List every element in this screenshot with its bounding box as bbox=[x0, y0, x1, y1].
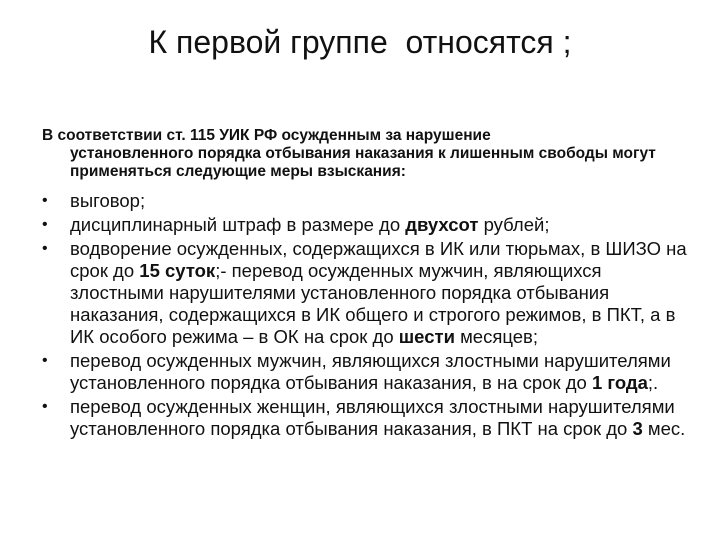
list-item-shizo bbox=[42, 238, 692, 348]
item-emphasis: 3 bbox=[632, 418, 643, 439]
list-item-fine bbox=[42, 214, 692, 236]
list-item-transfer-men bbox=[42, 350, 692, 394]
item-emphasis: 15 суток bbox=[139, 260, 216, 281]
item-text: ;- перевод осужденных мужчин, являющихся злостными нарушителями установленного порядка отбывания наказания, содержащихся в ИК общего и строгого режимов, в ПКТ, а в ИК особого режима – в ОК на срок до bbox=[70, 260, 676, 347]
bullet-icon: • bbox=[42, 398, 48, 415]
item-text: рублей; bbox=[478, 214, 550, 235]
item-text: водворение осужденных, содержащихся в ИК или тюрьмах, в ШИЗО на срок до bbox=[70, 238, 687, 281]
item-text: месяцев; bbox=[454, 326, 539, 347]
penalty-list bbox=[42, 190, 692, 442]
bullet-icon: • bbox=[42, 192, 48, 209]
intro-paragraph bbox=[42, 127, 692, 181]
item-emphasis: шести bbox=[398, 326, 455, 347]
list-item-transfer-women bbox=[42, 396, 692, 440]
item-text: ;. bbox=[647, 372, 659, 393]
item-text: перевод осужденных женщин, являющихся злостными нарушителями установленного порядка отбывания наказания, в ПКТ на срок до bbox=[70, 396, 675, 439]
item-text: перевод осужденных мужчин, являющихся злостными нарушителями установленного порядка отбывания наказания, в на срок до bbox=[70, 350, 671, 393]
slide-title: К первой группе относятся ; bbox=[148, 24, 572, 60]
list-item-reprimand bbox=[42, 190, 692, 212]
item-emphasis: двухсот bbox=[405, 214, 479, 235]
item-text: дисциплинарный штраф в размере до bbox=[70, 214, 406, 235]
bullet-icon: • bbox=[42, 240, 48, 257]
bullet-icon: • bbox=[42, 216, 48, 233]
item-text: выговор; bbox=[70, 190, 146, 211]
intro-continuation: установленного порядка отбывания наказания к лишенным свободы могут применяться следующие меры взыскания: bbox=[70, 145, 656, 180]
intro-first-line: В соответствии ст. 115 УИК РФ осужденным за нарушение bbox=[42, 127, 491, 144]
item-text: мес. bbox=[642, 418, 686, 439]
bullet-icon: • bbox=[42, 352, 48, 369]
item-emphasis: 1 года bbox=[591, 372, 648, 393]
